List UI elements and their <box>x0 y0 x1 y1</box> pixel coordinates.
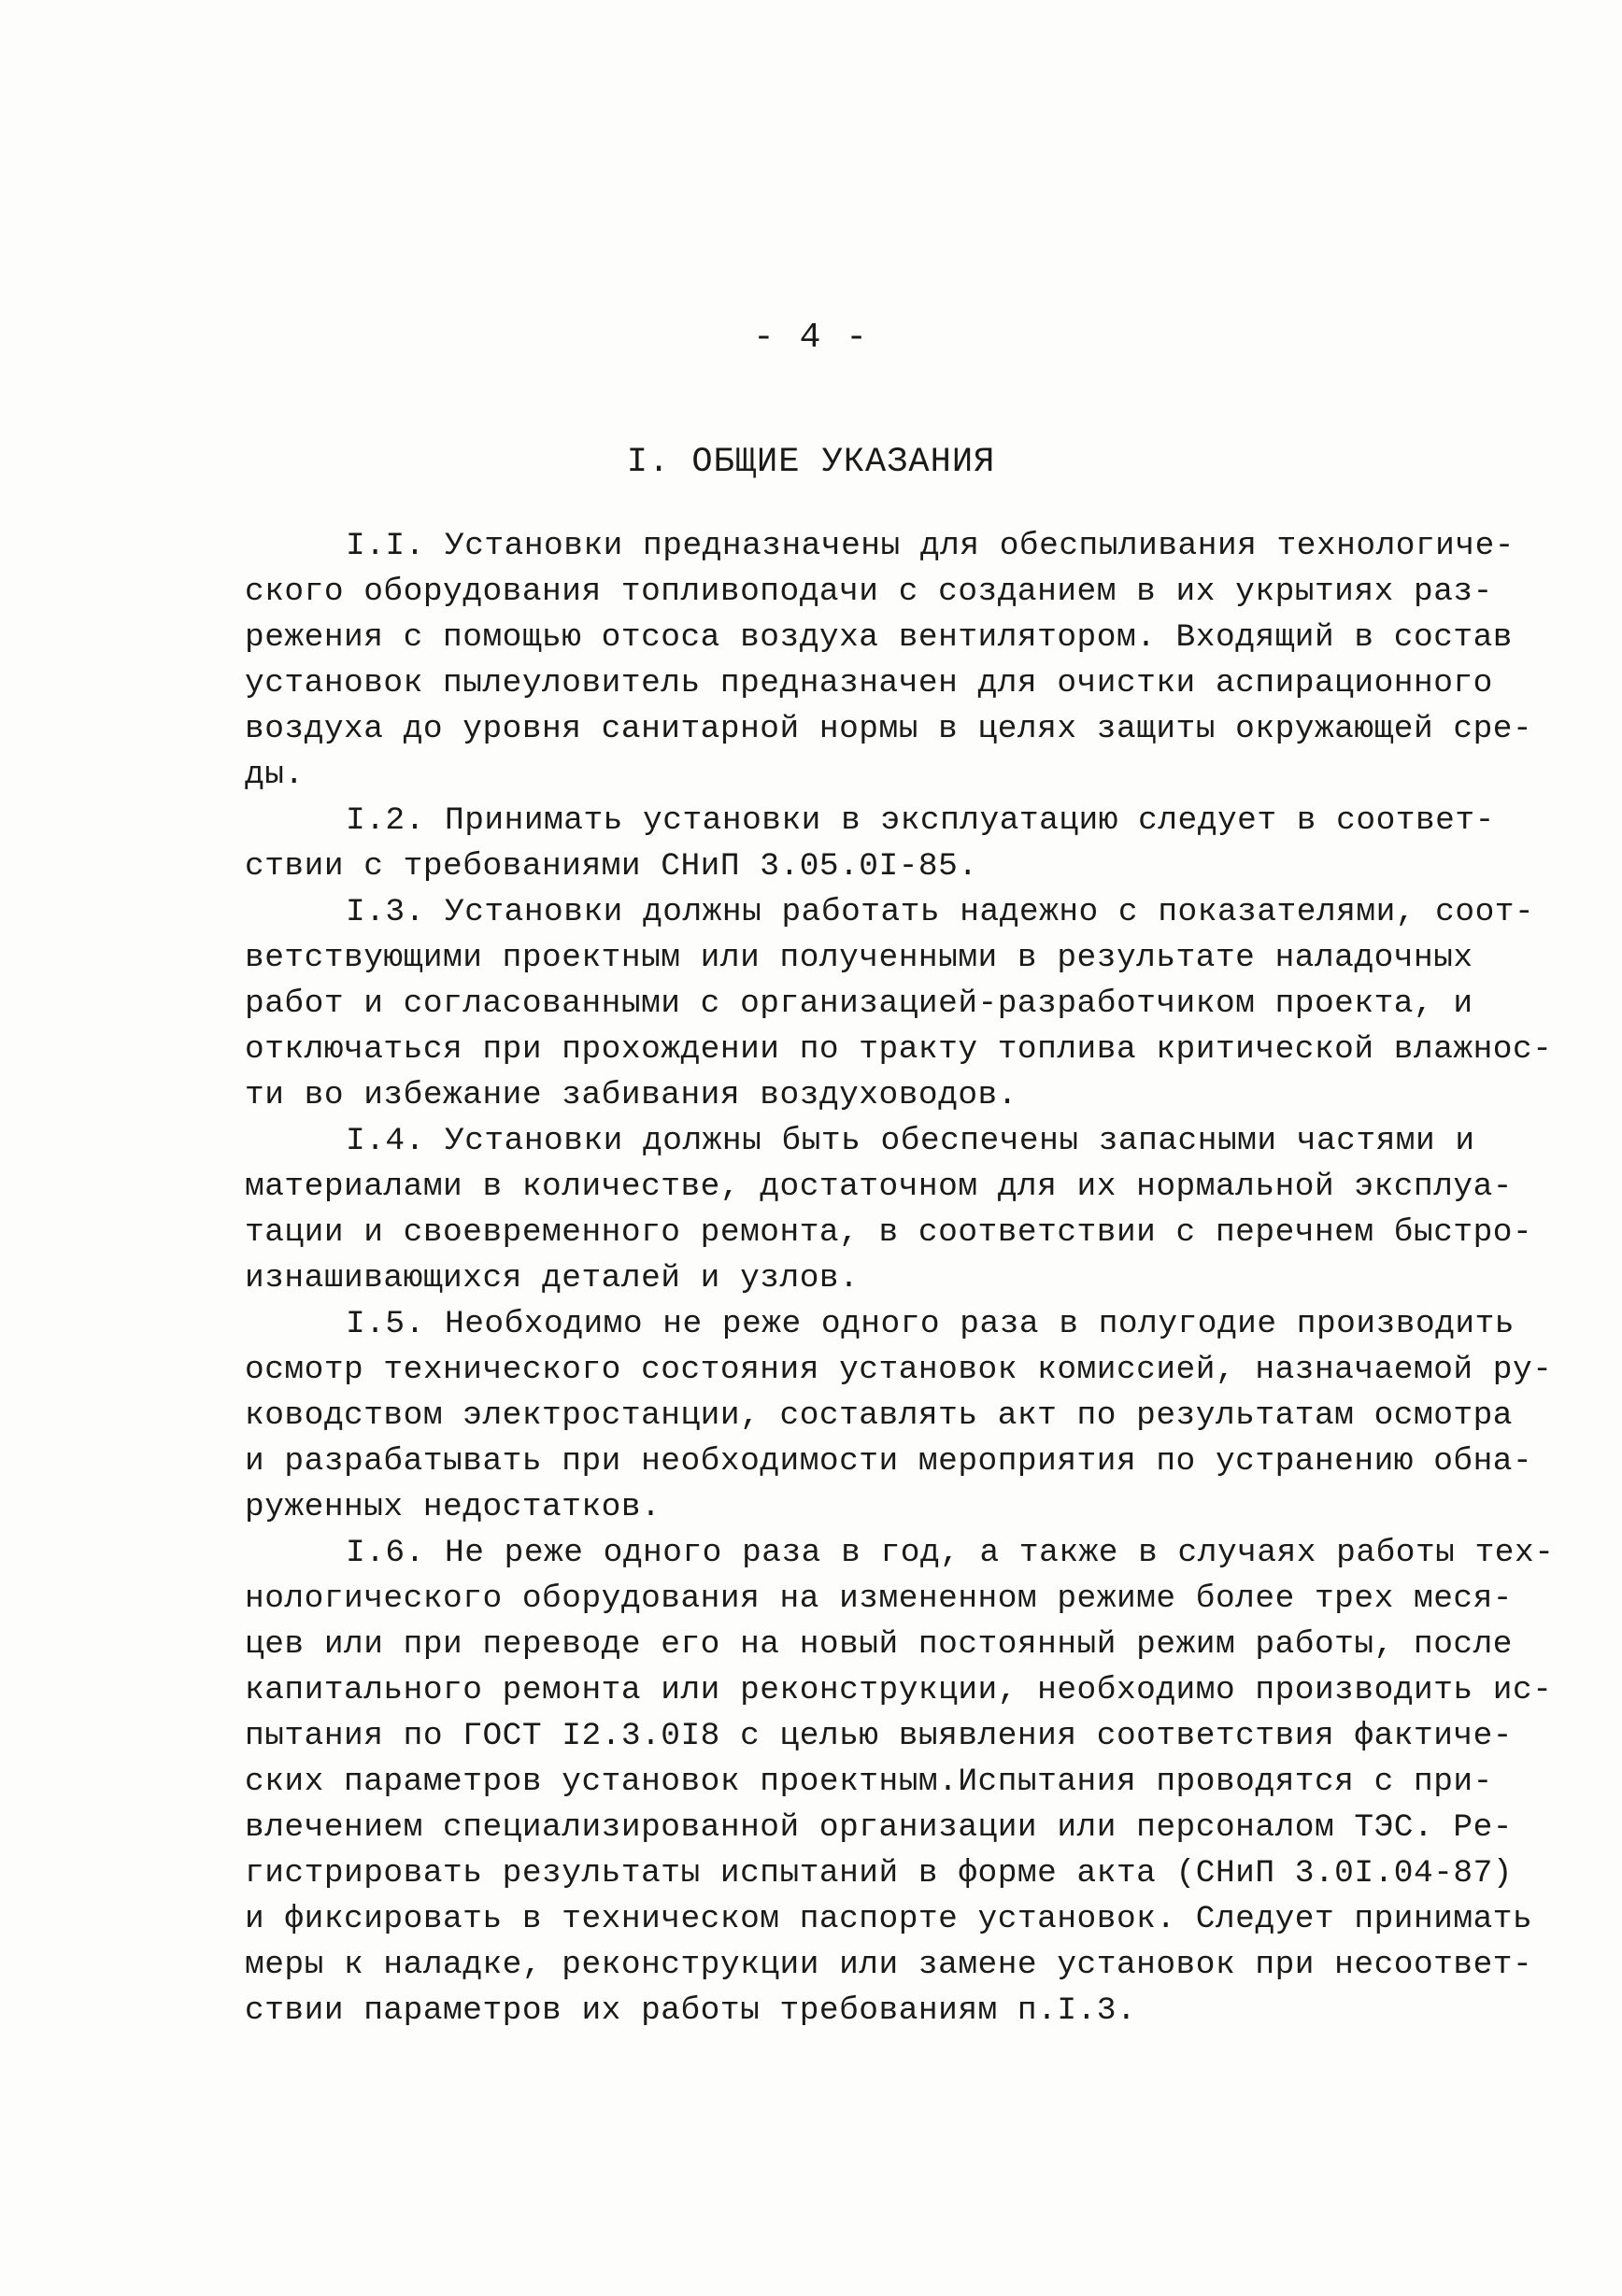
paragraph-line: влечением специализированной организации или персоналом ТЭС. Ре- <box>245 1809 1514 1846</box>
paragraph-line: I.3. Установки должны работать надежно с показателями, соот- <box>346 894 1535 930</box>
paragraph-line: ти во избежание забивания воздуховодов. <box>245 1077 1017 1113</box>
paragraph-line: ветствующими проектным или полученными в результате наладочных <box>245 940 1473 976</box>
paragraph-line: I.I. Установки предназначены для обеспыливания технологиче- <box>346 528 1515 564</box>
paragraph-line: цев или при переводе его на новый постоянный режим работы, после <box>245 1626 1514 1663</box>
paragraph-line: ководством электростанции, составлять акт по результатам осмотра <box>245 1397 1514 1434</box>
paragraph-line: изнашивающихся деталей и узлов. <box>245 1260 860 1297</box>
page-number: - 4 - <box>752 318 870 358</box>
paragraph-line: тации и своевременного ремонта, в соответствии с перечнем быстро- <box>245 1214 1533 1251</box>
paragraph-line: ды. <box>245 757 305 793</box>
paragraph-line: I.2. Принимать установки в эксплуатацию следует в соответ- <box>346 802 1495 839</box>
body-text <box>245 523 1555 2034</box>
paragraph-line: пытания по ГОСТ I2.3.0I8 с целью выявления соответствия фактиче- <box>245 1718 1514 1754</box>
paragraph-line: руженных недостатков. <box>245 1489 662 1525</box>
paragraph-line: ствии параметров их работы требованиям п.I.3. <box>245 1992 1137 2029</box>
paragraph-line: отключаться при прохождении по тракту топлива критической влажнос- <box>245 1031 1553 1068</box>
paragraph-line: установок пылеуловитель предназначен для очистки аспирационного <box>245 665 1493 702</box>
paragraph-line: капитального ремонта или реконструкции, необходимо производить ис- <box>245 1672 1553 1708</box>
paragraph-line: I.4. Установки должны быть обеспечены запасными частями и <box>346 1123 1475 1159</box>
paragraph-line: ствии с требованиями СНиП 3.05.0I-85. <box>245 848 978 885</box>
paragraph-line: воздуха до уровня санитарной нормы в целях защиты окружающей сре- <box>245 711 1533 747</box>
paragraph-line: ских параметров установок проектным.Испытания проводятся с при- <box>245 1764 1493 1800</box>
paragraph-line: меры к наладке, реконструкции или замене установок при несоответ- <box>245 1947 1533 1983</box>
paragraph-line: материалами в количестве, достаточном для их нормальной эксплуа- <box>245 1169 1514 1205</box>
paragraph-line: ского оборудования топливоподачи с созданием в их укрытиях раз- <box>245 574 1493 610</box>
paragraph-line: режения с помощью отсоса воздуха вентилятором. Входящий в состав <box>245 619 1514 656</box>
paragraph-line: I.6. Не реже одного раза в год, а также в случаях работы тех- <box>346 1535 1555 1571</box>
paragraph-line: гистрировать результаты испытаний в форме акта (СНиП 3.0I.04-87) <box>245 1855 1514 1892</box>
paragraph-line: и разрабатывать при необходимости мероприятия по устранению обна- <box>245 1443 1533 1480</box>
paragraph-line: и фиксировать в техническом паспорте установок. Следует принимать <box>245 1901 1533 1937</box>
paragraph-line: I.5. Необходимо не реже одного раза в полугодие производить <box>346 1306 1515 1342</box>
paragraph-line: работ и согласованными с организацией-разработчиком проекта, и <box>245 985 1473 1022</box>
paragraph-line: нологического оборудования на измененном режиме более трех меся- <box>245 1580 1514 1617</box>
section-title: I. ОБЩИЕ УКАЗАНИЯ <box>626 443 996 482</box>
paragraph-line: осмотр технического состояния установок комиссией, назначаемой ру- <box>245 1352 1553 1388</box>
